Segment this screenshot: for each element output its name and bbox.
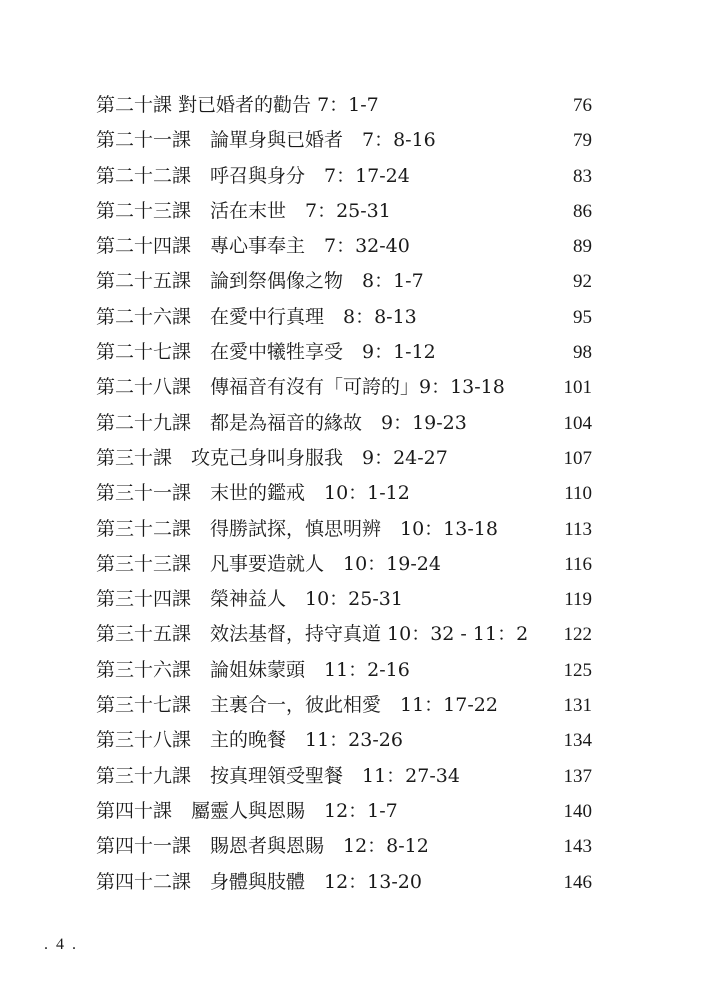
- toc-entry-title: 第三十二課 得勝試探，慎思明辨 10：13-18: [96, 517, 498, 540]
- toc-entry: [96, 512, 592, 547]
- toc-entry-page: 89: [573, 236, 592, 258]
- toc-entry-title: 第二十七課 在愛中犧牲享受 9：1-12: [96, 341, 436, 364]
- toc-entry-title: 第三十九課 按真理領受聖餐 11：27-34: [96, 764, 460, 787]
- toc-entry: [96, 617, 592, 652]
- toc-entry-page: 146: [563, 871, 592, 893]
- toc-entry-title: 第二十一課 論單身與已婚者 7：8-16: [96, 129, 436, 152]
- toc-entry-title: 第三十三課 凡事要造就人 10：19-24: [96, 552, 441, 575]
- toc-entry: [96, 794, 592, 829]
- toc-entry-page: 122: [563, 624, 592, 646]
- toc-entry-page: 119: [564, 589, 592, 611]
- toc-entry: [96, 194, 592, 229]
- toc-entry: [96, 335, 592, 370]
- toc-entry: [96, 653, 592, 688]
- toc-entry-page: 116: [564, 553, 592, 575]
- toc-entry-page: 101: [563, 377, 592, 399]
- table-of-contents: [96, 88, 592, 900]
- toc-entry-title: 第三十五課 效法基督，持守真道 10：32 - 11：2: [96, 623, 529, 646]
- toc-entry-page: 140: [563, 800, 592, 822]
- toc-entry-title: 第四十二課 身體與肢體 12：13-20: [96, 870, 422, 893]
- toc-entry-title: 第二十五課 論到祭偶像之物 8：1-7: [96, 270, 424, 293]
- toc-entry-page: 107: [563, 447, 592, 469]
- toc-entry-title: 第四十一課 賜恩者與恩賜 12：8-12: [96, 835, 429, 858]
- toc-entry-page: 143: [563, 836, 592, 858]
- toc-entry-page: 110: [564, 483, 592, 505]
- toc-entry-page: 79: [573, 130, 592, 152]
- toc-entry: [96, 476, 592, 511]
- toc-entry-title: 第二十課 對已婚者的勸告 7：1-7: [96, 94, 379, 116]
- toc-entry-page: 83: [573, 165, 592, 187]
- toc-entry-page: 137: [563, 765, 592, 787]
- toc-entry: [96, 865, 592, 900]
- toc-entry-title: 第三十一課 末世的鑑戒 10：1-12: [96, 482, 410, 505]
- toc-entry-title: 第二十二課 呼召與身分 7：17-24: [96, 164, 410, 187]
- toc-entry: [96, 723, 592, 758]
- toc-entry-title: 第二十六課 在愛中行真理 8：8-13: [96, 305, 417, 328]
- toc-entry-title: 第三十課 攻克己身叫身服我 9：24-27: [96, 446, 448, 469]
- toc-entry-page: 134: [563, 730, 592, 752]
- toc-entry-title: 第三十六課 論姐妹蒙頭 11：2-16: [96, 658, 410, 681]
- toc-entry-page: 95: [573, 306, 592, 328]
- toc-entry-page: 92: [573, 271, 592, 293]
- toc-entry: [96, 264, 592, 299]
- toc-entry: [96, 229, 592, 264]
- toc-entry: [96, 123, 592, 158]
- toc-entry: [96, 159, 592, 194]
- toc-entry: [96, 406, 592, 441]
- toc-entry: [96, 547, 592, 582]
- toc-entry: [96, 688, 592, 723]
- toc-entry-page: 125: [563, 659, 592, 681]
- toc-entry-title: 第三十四課 榮神益人 10：25-31: [96, 588, 403, 611]
- toc-entry: [96, 300, 592, 335]
- toc-entry-title: 第二十八課 傳福音有沒有「可誇的」9：13-18: [96, 376, 505, 399]
- toc-entry-page: 76: [573, 95, 592, 116]
- toc-entry-title: 第三十七課 主裏合一，彼此相愛 11：17-22: [96, 694, 498, 717]
- toc-entry: [96, 829, 592, 864]
- toc-entry-title: 第三十八課 主的晚餐 11：23-26: [96, 729, 403, 752]
- toc-entry: [96, 88, 592, 123]
- toc-entry-title: 第二十三課 活在末世 7：25-31: [96, 199, 391, 222]
- toc-entry-title: 第二十九課 都是為福音的緣故 9：19-23: [96, 411, 467, 434]
- toc-entry: [96, 441, 592, 476]
- toc-entry-page: 113: [564, 518, 592, 540]
- toc-entry-title: 第四十課 屬靈人與恩賜 12：1-7: [96, 799, 398, 822]
- page-number: . 4 .: [44, 936, 78, 953]
- toc-entry-page: 131: [563, 695, 592, 717]
- toc-entry-page: 86: [573, 200, 592, 222]
- toc-entry: [96, 370, 592, 405]
- toc-entry-title: 第二十四課 專心事奉主 7：32-40: [96, 235, 410, 258]
- toc-entry-page: 104: [563, 412, 592, 434]
- toc-entry: [96, 582, 592, 617]
- toc-entry: [96, 759, 592, 794]
- toc-entry-page: 98: [573, 342, 592, 364]
